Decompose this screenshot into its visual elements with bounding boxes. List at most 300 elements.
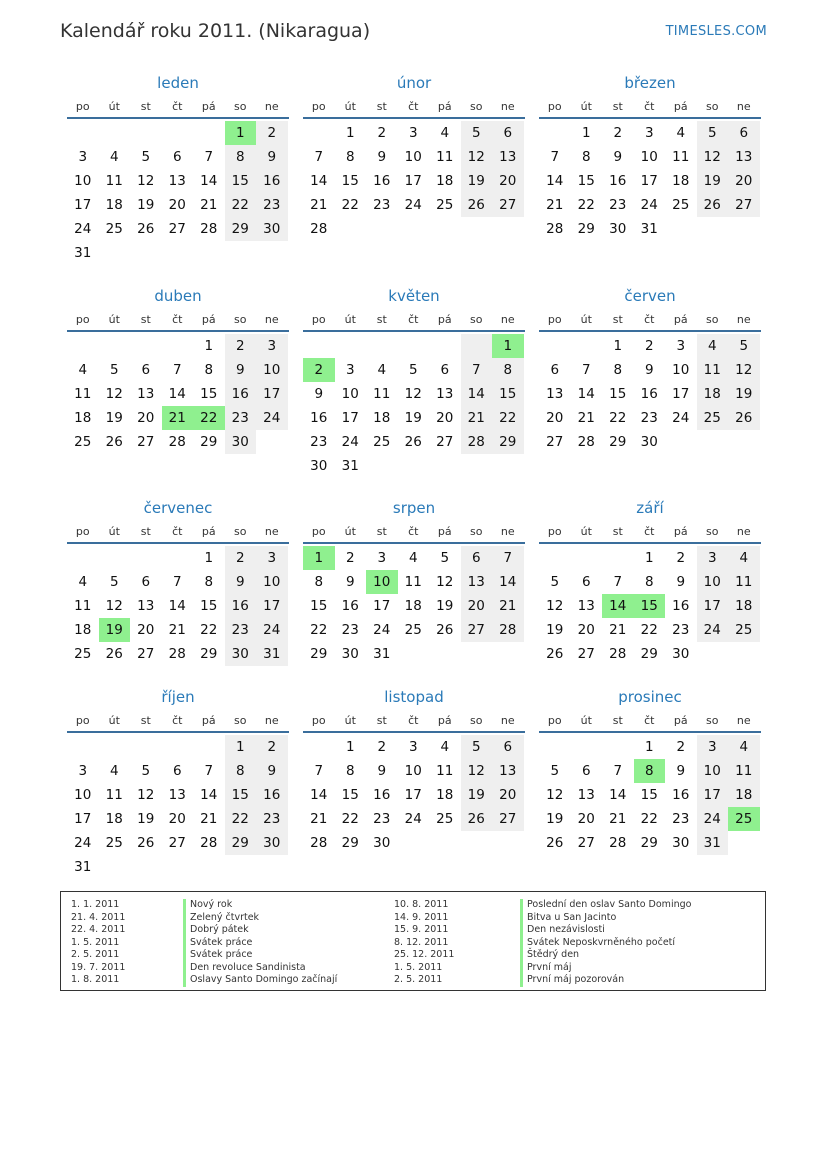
day-cell: 19 — [546, 811, 564, 827]
legend-date: 25. 12. 2011 — [394, 949, 455, 960]
day-cell: 23 — [310, 434, 328, 450]
weekday-header — [539, 310, 761, 332]
day-cell: 4 — [109, 149, 119, 165]
weekday-label: čt — [172, 100, 183, 113]
day-cell: 30 — [256, 217, 288, 241]
day-cell: 6 — [492, 735, 524, 759]
day-cell: 2 — [377, 125, 387, 141]
day-cell: 7 — [613, 574, 623, 590]
legend-holiday-name: Nový rok — [183, 899, 232, 912]
day-cell: 19 — [697, 169, 729, 193]
day-cell: 23 — [341, 622, 359, 638]
month-name: květen — [388, 287, 440, 305]
day-cell: 1 — [644, 550, 654, 566]
weekday-label: po — [547, 714, 562, 727]
day-cell: 13 — [137, 386, 155, 402]
weekday-label: pá — [673, 525, 688, 538]
day-cell: 17 — [256, 594, 288, 618]
weekday-label: so — [706, 525, 719, 538]
month-block — [67, 286, 289, 454]
day-cell: 8 — [314, 574, 324, 590]
day-cell: 29 — [577, 221, 595, 237]
day-cell: 2 — [644, 338, 654, 354]
day-cell: 10 — [697, 570, 729, 594]
legend-date: 22. 4. 2011 — [71, 924, 126, 935]
day-cell: 13 — [492, 145, 524, 169]
day-cell: 13 — [492, 759, 524, 783]
day-cell: 26 — [461, 193, 493, 217]
legend-holiday-name: První máj — [520, 962, 572, 975]
weekday-label: so — [234, 313, 247, 326]
day-cell: 19 — [546, 622, 564, 638]
day-cell: 23 — [640, 410, 658, 426]
legend-holiday-name: Svátek Neposkvrněného početí — [520, 937, 675, 950]
day-cell: 30 — [609, 221, 627, 237]
weekday-label: so — [234, 714, 247, 727]
day-cell: 4 — [377, 362, 387, 378]
weekday-label: čt — [408, 714, 419, 727]
day-cell: 12 — [404, 386, 422, 402]
day-cell: 23 — [225, 406, 257, 430]
day-cell: 9 — [676, 763, 686, 779]
holiday-day-cell: 2 — [303, 358, 335, 382]
day-cell: 7 — [550, 149, 560, 165]
holiday-day-cell: 8 — [634, 759, 666, 783]
empty-cell — [602, 546, 634, 570]
day-cell: 5 — [408, 362, 418, 378]
weekday-label: út — [580, 313, 592, 326]
day-cell: 3 — [408, 125, 418, 141]
day-cell: 26 — [105, 434, 123, 450]
weekday-label: pá — [201, 100, 216, 113]
day-cell: 6 — [141, 574, 151, 590]
day-cell: 5 — [109, 574, 119, 590]
weekday-label: po — [311, 313, 326, 326]
day-cell: 16 — [225, 594, 257, 618]
weekday-label: po — [75, 714, 90, 727]
day-cell: 26 — [137, 835, 155, 851]
day-cell: 6 — [440, 362, 450, 378]
day-cell: 29 — [341, 835, 359, 851]
day-cell: 19 — [461, 783, 493, 807]
day-cell: 24 — [74, 221, 92, 237]
day-cell: 3 — [676, 338, 686, 354]
day-cell: 16 — [373, 173, 391, 189]
weekday-label: so — [234, 525, 247, 538]
day-cell: 18 — [672, 173, 690, 189]
day-cell: 16 — [256, 783, 288, 807]
weekday-label: po — [547, 313, 562, 326]
empty-cell — [539, 735, 571, 759]
day-cell: 17 — [404, 787, 422, 803]
weekday-label: út — [108, 100, 120, 113]
day-cell: 19 — [105, 410, 123, 426]
legend-holiday-name: Svátek práce — [183, 937, 252, 950]
weekday-label: ne — [500, 100, 515, 113]
empty-cell — [571, 735, 603, 759]
day-cell: 21 — [310, 811, 328, 827]
day-cell: 4 — [728, 735, 760, 759]
day-cell: 12 — [105, 598, 123, 614]
day-cell: 6 — [141, 362, 151, 378]
day-cell: 5 — [728, 334, 760, 358]
weekday-label: so — [706, 313, 719, 326]
day-cell: 30 — [373, 835, 391, 851]
day-cell: 10 — [404, 763, 422, 779]
empty-cell — [99, 121, 131, 145]
day-grid — [303, 334, 525, 478]
weekday-label: so — [234, 100, 247, 113]
weekday-label: st — [612, 525, 623, 538]
day-cell: 28 — [609, 646, 627, 662]
weekday-header — [303, 97, 525, 119]
legend-holiday-name: Zelený čtvrtek — [183, 912, 259, 925]
weekday-label: čt — [172, 525, 183, 538]
day-cell: 5 — [550, 763, 560, 779]
day-cell: 3 — [256, 546, 288, 570]
day-cell: 27 — [728, 193, 760, 217]
weekday-label: ne — [264, 100, 279, 113]
legend-date: 1. 8. 2011 — [71, 974, 120, 985]
month-name: srpen — [392, 499, 436, 517]
day-cell: 10 — [341, 386, 359, 402]
day-cell: 28 — [200, 835, 218, 851]
day-cell: 26 — [728, 406, 760, 430]
day-cell: 18 — [728, 594, 760, 618]
legend-holiday-name: Bitva u San Jacinto — [520, 912, 616, 925]
holiday-day-cell: 19 — [99, 618, 131, 642]
weekday-label: ne — [500, 525, 515, 538]
empty-cell — [67, 334, 99, 358]
day-cell: 22 — [225, 193, 257, 217]
day-cell: 18 — [404, 598, 422, 614]
month-block — [303, 286, 525, 478]
day-cell: 28 — [492, 618, 524, 642]
holiday-day-cell: 21 — [162, 406, 194, 430]
month-name: říjen — [161, 688, 195, 706]
day-cell: 14 — [200, 173, 218, 189]
day-cell: 5 — [697, 121, 729, 145]
legend-date: 15. 9. 2011 — [394, 924, 449, 935]
day-cell: 16 — [609, 173, 627, 189]
day-cell: 10 — [256, 358, 288, 382]
day-cell: 24 — [697, 618, 729, 642]
weekday-label: ne — [264, 313, 279, 326]
day-grid — [539, 121, 761, 241]
day-cell: 27 — [577, 835, 595, 851]
day-cell: 30 — [672, 835, 690, 851]
day-cell: 3 — [697, 546, 729, 570]
day-cell: 7 — [314, 149, 324, 165]
day-cell: 27 — [492, 193, 524, 217]
day-cell: 21 — [200, 197, 218, 213]
day-cell: 25 — [404, 622, 422, 638]
day-cell: 18 — [728, 783, 760, 807]
day-cell: 24 — [672, 410, 690, 426]
day-grid — [303, 121, 525, 241]
weekday-label: út — [344, 313, 356, 326]
day-cell: 24 — [341, 434, 359, 450]
day-cell: 24 — [404, 811, 422, 827]
day-cell: 8 — [204, 362, 214, 378]
weekday-header — [303, 310, 525, 332]
day-cell: 19 — [404, 410, 422, 426]
day-cell: 3 — [697, 735, 729, 759]
day-cell: 17 — [74, 197, 92, 213]
day-cell: 21 — [492, 594, 524, 618]
day-cell: 22 — [640, 811, 658, 827]
day-cell: 20 — [492, 169, 524, 193]
day-cell: 4 — [78, 362, 88, 378]
weekday-label: po — [75, 525, 90, 538]
empty-cell — [602, 735, 634, 759]
month-name: březen — [624, 74, 676, 92]
day-cell: 17 — [341, 410, 359, 426]
day-cell: 5 — [461, 735, 493, 759]
day-cell: 27 — [492, 807, 524, 831]
day-cell: 11 — [74, 598, 92, 614]
day-grid — [67, 735, 289, 879]
weekday-label: út — [344, 100, 356, 113]
day-cell: 29 — [310, 646, 328, 662]
day-cell: 9 — [345, 574, 355, 590]
day-cell: 15 — [200, 386, 218, 402]
day-cell: 29 — [609, 434, 627, 450]
month-block — [539, 687, 761, 855]
weekday-label: po — [547, 100, 562, 113]
day-cell: 19 — [461, 169, 493, 193]
day-cell: 4 — [728, 546, 760, 570]
day-cell: 13 — [461, 570, 493, 594]
month-name: září — [636, 499, 664, 517]
weekday-label: út — [580, 714, 592, 727]
empty-cell — [539, 334, 571, 358]
day-cell: 8 — [613, 362, 623, 378]
day-cell: 29 — [225, 831, 257, 855]
day-cell: 17 — [256, 382, 288, 406]
weekday-label: čt — [408, 525, 419, 538]
day-cell: 14 — [310, 787, 328, 803]
day-cell: 24 — [256, 406, 288, 430]
empty-cell — [335, 334, 367, 358]
day-cell: 2 — [225, 546, 257, 570]
day-cell: 31 — [74, 245, 92, 261]
month-block — [303, 498, 525, 666]
day-cell: 5 — [141, 763, 151, 779]
day-cell: 23 — [256, 807, 288, 831]
day-cell: 23 — [373, 811, 391, 827]
day-cell: 20 — [137, 410, 155, 426]
weekday-label: pá — [201, 313, 216, 326]
weekday-label: po — [75, 100, 90, 113]
page-title: Kalendář roku 2011. (Nikaragua) — [60, 20, 371, 42]
day-cell: 23 — [373, 197, 391, 213]
weekday-label: čt — [172, 313, 183, 326]
day-cell: 27 — [436, 434, 454, 450]
day-cell: 5 — [141, 149, 151, 165]
weekday-label: ne — [736, 313, 751, 326]
day-cell: 26 — [137, 221, 155, 237]
empty-cell — [571, 334, 603, 358]
day-cell: 29 — [640, 835, 658, 851]
weekday-label: út — [108, 714, 120, 727]
day-cell: 21 — [577, 410, 595, 426]
weekday-label: st — [612, 100, 623, 113]
day-cell: 25 — [105, 835, 123, 851]
day-cell: 26 — [461, 807, 493, 831]
month-block — [539, 498, 761, 666]
empty-cell — [130, 546, 162, 570]
day-cell: 25 — [74, 646, 92, 662]
day-cell: 16 — [373, 787, 391, 803]
weekday-label: so — [470, 313, 483, 326]
day-cell: 24 — [74, 835, 92, 851]
day-cell: 28 — [577, 434, 595, 450]
holiday-day-cell: 22 — [193, 406, 225, 430]
day-cell: 7 — [314, 763, 324, 779]
day-cell: 1 — [204, 338, 214, 354]
weekday-label: čt — [644, 313, 655, 326]
day-cell: 5 — [109, 362, 119, 378]
day-cell: 7 — [172, 362, 182, 378]
month-name: duben — [154, 287, 202, 305]
day-cell: 20 — [546, 410, 564, 426]
day-cell: 31 — [74, 859, 92, 875]
weekday-label: st — [140, 714, 151, 727]
weekday-label: so — [706, 100, 719, 113]
day-cell: 18 — [74, 622, 92, 638]
day-cell: 2 — [256, 121, 288, 145]
day-cell: 30 — [225, 642, 257, 666]
empty-cell — [461, 334, 493, 358]
day-cell: 6 — [550, 362, 560, 378]
day-cell: 26 — [546, 646, 564, 662]
day-cell: 29 — [640, 646, 658, 662]
day-cell: 12 — [546, 598, 564, 614]
day-cell: 8 — [581, 149, 591, 165]
legend-holiday-name: Den nezávislosti — [520, 924, 605, 937]
weekday-label: út — [108, 313, 120, 326]
empty-cell — [193, 121, 225, 145]
weekday-label: čt — [408, 100, 419, 113]
weekday-header — [67, 522, 289, 544]
empty-cell — [193, 735, 225, 759]
day-cell: 18 — [373, 410, 391, 426]
empty-cell — [366, 334, 398, 358]
weekday-label: pá — [201, 525, 216, 538]
day-cell: 12 — [105, 386, 123, 402]
legend-date: 2. 5. 2011 — [71, 949, 120, 960]
weekday-header — [539, 522, 761, 544]
day-cell: 3 — [644, 125, 654, 141]
day-cell: 12 — [436, 574, 454, 590]
day-cell: 8 — [345, 149, 355, 165]
day-grid — [67, 546, 289, 666]
weekday-header — [67, 711, 289, 733]
holiday-day-cell: 14 — [602, 594, 634, 618]
legend-holiday-name: Poslední den oslav Santo Domingo — [520, 899, 691, 912]
day-cell: 20 — [168, 197, 186, 213]
empty-cell — [539, 546, 571, 570]
holiday-legend — [60, 891, 766, 991]
day-cell: 24 — [373, 622, 391, 638]
weekday-label: st — [612, 313, 623, 326]
site-logo-link[interactable]: TIMESLES.COM — [665, 24, 767, 39]
day-cell: 20 — [577, 811, 595, 827]
day-cell: 13 — [577, 598, 595, 614]
empty-cell — [99, 735, 131, 759]
day-cell: 3 — [377, 550, 387, 566]
day-cell: 22 — [200, 622, 218, 638]
day-cell: 16 — [672, 787, 690, 803]
day-cell: 31 — [256, 642, 288, 666]
day-cell: 15 — [341, 173, 359, 189]
weekday-label: po — [75, 313, 90, 326]
empty-cell — [99, 334, 131, 358]
day-cell: 8 — [225, 759, 257, 783]
day-cell: 31 — [640, 221, 658, 237]
day-cell: 11 — [105, 787, 123, 803]
day-cell: 1 — [581, 125, 591, 141]
weekday-label: pá — [437, 525, 452, 538]
day-cell: 14 — [461, 382, 493, 406]
day-cell: 20 — [168, 811, 186, 827]
day-cell: 20 — [436, 410, 454, 426]
day-cell: 10 — [404, 149, 422, 165]
day-cell: 1 — [644, 739, 654, 755]
day-cell: 18 — [105, 197, 123, 213]
day-cell: 11 — [697, 358, 729, 382]
day-cell: 1 — [225, 735, 257, 759]
weekday-label: út — [580, 525, 592, 538]
day-cell: 21 — [609, 811, 627, 827]
day-cell: 23 — [225, 618, 257, 642]
day-cell: 12 — [461, 759, 493, 783]
day-cell: 3 — [408, 739, 418, 755]
legend-holiday-name: Dobrý pátek — [183, 924, 249, 937]
day-cell: 7 — [172, 574, 182, 590]
day-cell: 29 — [225, 217, 257, 241]
day-cell: 27 — [546, 434, 564, 450]
legend-date: 1. 1. 2011 — [71, 899, 120, 910]
day-cell: 11 — [728, 570, 760, 594]
day-cell: 15 — [577, 173, 595, 189]
weekday-header — [303, 711, 525, 733]
day-cell: 16 — [672, 598, 690, 614]
month-name: červenec — [143, 499, 213, 517]
day-cell: 26 — [546, 835, 564, 851]
day-cell: 25 — [697, 406, 729, 430]
legend-date: 14. 9. 2011 — [394, 911, 449, 923]
day-cell: 12 — [461, 145, 493, 169]
weekday-label: po — [311, 100, 326, 113]
day-cell: 28 — [168, 646, 186, 662]
legend-date: 8. 12. 2011 — [394, 936, 449, 948]
weekday-label: st — [140, 100, 151, 113]
day-cell: 27 — [168, 221, 186, 237]
day-cell: 12 — [728, 358, 760, 382]
day-grid — [539, 735, 761, 855]
day-cell: 5 — [461, 121, 493, 145]
empty-cell — [303, 334, 335, 358]
day-cell: 17 — [697, 594, 729, 618]
day-cell: 11 — [404, 574, 422, 590]
day-cell: 14 — [168, 598, 186, 614]
empty-cell — [303, 735, 335, 759]
day-cell: 23 — [672, 811, 690, 827]
day-cell: 28 — [200, 221, 218, 237]
day-cell: 7 — [581, 362, 591, 378]
